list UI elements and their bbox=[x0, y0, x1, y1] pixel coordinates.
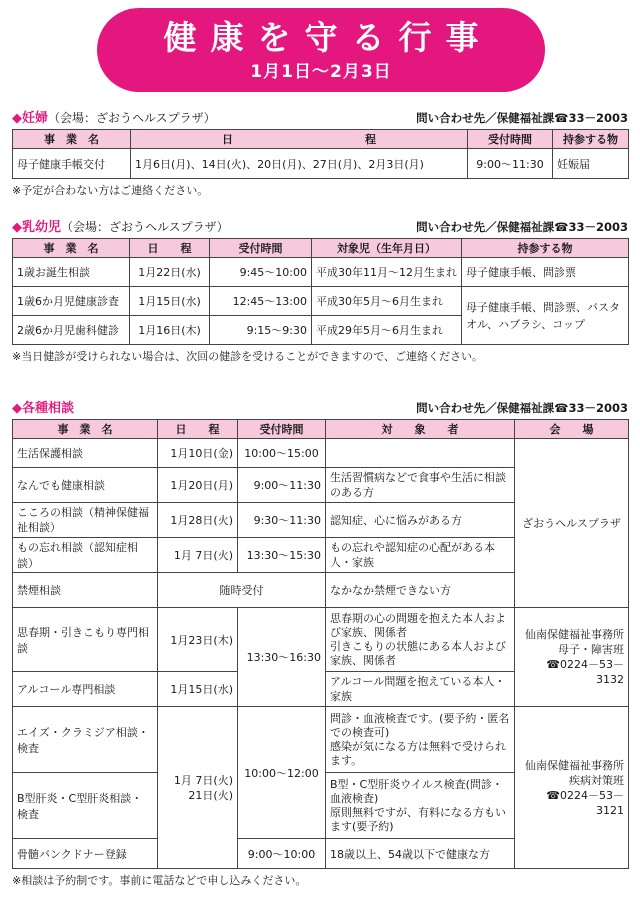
col-header: 受付時間 bbox=[238, 420, 326, 439]
contact-info: 問い合わせ先／保健福祉課☎33－2003 bbox=[416, 401, 628, 415]
table-row: 1歳6か月児健康診査 1月15日(水) 12:45～13:00 平成30年5月～6月生まれ 母子健康手帳、問診票、バスタオル、ハブラシ、コップ bbox=[13, 287, 629, 316]
col-header: 対象児（生年月日） bbox=[312, 239, 462, 258]
table-row: こころの相談（精神保健福祉相談） 1月28日(火) 9:30～11:30 認知症、心に悩みがある方 bbox=[13, 503, 629, 538]
table-row: アルコール専門相談 1月15日(水) アルコール問題を抱えている本人・家族 bbox=[13, 672, 629, 707]
table-row: もの忘れ相談（認知症相談） 1月 7日(火) 13:30～15:30 もの忘れや認知症の心配がある本人・家族 bbox=[13, 538, 629, 573]
note: ※当日健診が受けられない場合は、次回の健診を受けることができますので、ご連絡ください。 bbox=[12, 350, 483, 363]
note: ※予定が合わない方はご連絡ください。 bbox=[12, 184, 209, 197]
table-row: 思春期・引きこもり専門相談 1月23日(木) 13:30～16:30 思春期の心の問題を抱えた本人および家族、関係者 引きこもりの状態にある本人および家族、関係者 仙南保健福祉事務所 母子・障害班 ☎0224－53－3132 bbox=[13, 608, 629, 672]
col-header: 受付時間 bbox=[210, 239, 312, 258]
col-header: 日 程 bbox=[130, 239, 210, 258]
col-header: 受付時間 bbox=[468, 130, 553, 149]
note: ※相談は予約制です。事前に電話などで申し込みください。 bbox=[12, 874, 307, 887]
contact-info: 問い合わせ先／保健福祉課☎33－2003 bbox=[416, 111, 628, 125]
diamond-icon: ◆ bbox=[12, 111, 22, 126]
table-row: エイズ・クラミジア相談・検査 1月 7日(火) 21日(火) 10:00～12:00 問診・血液検査です。(要予約・匿名での検査可) 感染が気になる方は無料で受けられます。 仙南保健福祉事務所 疾病対策班 ☎0224－53－3121 bbox=[13, 707, 629, 773]
section-pregnant bbox=[12, 106, 628, 198]
diamond-icon: ◆ bbox=[12, 401, 22, 416]
col-header: 事 業 名 bbox=[13, 130, 131, 149]
col-header: 日 程 bbox=[131, 130, 468, 149]
table-row: 骨髄バンクドナー登録 9:00～10:00 18歳以上、54歳以下で健康な方 bbox=[13, 839, 629, 869]
table-row: 母子健康手帳交付 1月6日(月)、14日(火)、20日(月)、27日(月)、2月3日(月) 9:00～11:30 妊娠届 bbox=[13, 149, 629, 179]
table-row: 禁煙相談 随時受付 なかなか禁煙できない方 bbox=[13, 573, 629, 608]
page-title: 健康を守る行事 bbox=[163, 18, 493, 57]
title-banner bbox=[97, 8, 545, 92]
col-header: 持参する物 bbox=[462, 239, 629, 258]
col-header: 日 程 bbox=[158, 420, 238, 439]
pregnant-table bbox=[12, 129, 629, 179]
col-header: 対 象 者 bbox=[326, 420, 515, 439]
section-consultation bbox=[12, 396, 628, 888]
section-infant bbox=[12, 215, 628, 364]
col-header: 事 業 名 bbox=[13, 420, 158, 439]
section-title: ◆乳幼児（会場：ざおうヘルスプラザ） bbox=[12, 220, 229, 235]
col-header: 会 場 bbox=[515, 420, 629, 439]
section-title: ◆妊婦（会場：ざおうヘルスプラザ） bbox=[12, 111, 216, 126]
venue-cell: 仙南保健福祉事務所 母子・障害班 ☎0224－53－3132 bbox=[515, 608, 629, 707]
venue-cell: ざおうヘルスプラザ bbox=[515, 439, 629, 608]
col-header: 持参する物 bbox=[553, 130, 629, 149]
diamond-icon: ◆ bbox=[12, 220, 22, 235]
section-title: ◆各種相談 bbox=[12, 401, 75, 416]
page-period: 1月1日～2月3日 bbox=[250, 62, 392, 82]
table-row: 2歳6か月児歯科健診 1月16日(木) 9:15～9:30 平成29年5月～6月生まれ bbox=[13, 316, 629, 345]
table-row: 1歳お誕生相談 1月22日(水) 9:45～10:00 平成30年11月～12月生まれ 母子健康手帳、問診票 bbox=[13, 258, 629, 287]
table-row: 生活保護相談 1月10日(金) 10:00～15:00 ざおうヘルスプラザ bbox=[13, 439, 629, 468]
consultation-table bbox=[12, 419, 629, 869]
infant-table bbox=[12, 238, 629, 345]
contact-info: 問い合わせ先／保健福祉課☎33－2003 bbox=[416, 220, 628, 234]
col-header: 事 業 名 bbox=[13, 239, 130, 258]
table-row: なんでも健康相談 1月20日(月) 9:00～11:30 生活習慣病などで食事や生活に相談のある方 bbox=[13, 468, 629, 503]
venue-cell: 仙南保健福祉事務所 疾病対策班 ☎0224－53－3121 bbox=[515, 707, 629, 869]
table-row: B型肝炎・C型肝炎相談・検査 B型・C型肝炎ウイルス検査(問診・血液検査) 原則無料ですが、有料になる方もいます(要予約) bbox=[13, 773, 629, 839]
